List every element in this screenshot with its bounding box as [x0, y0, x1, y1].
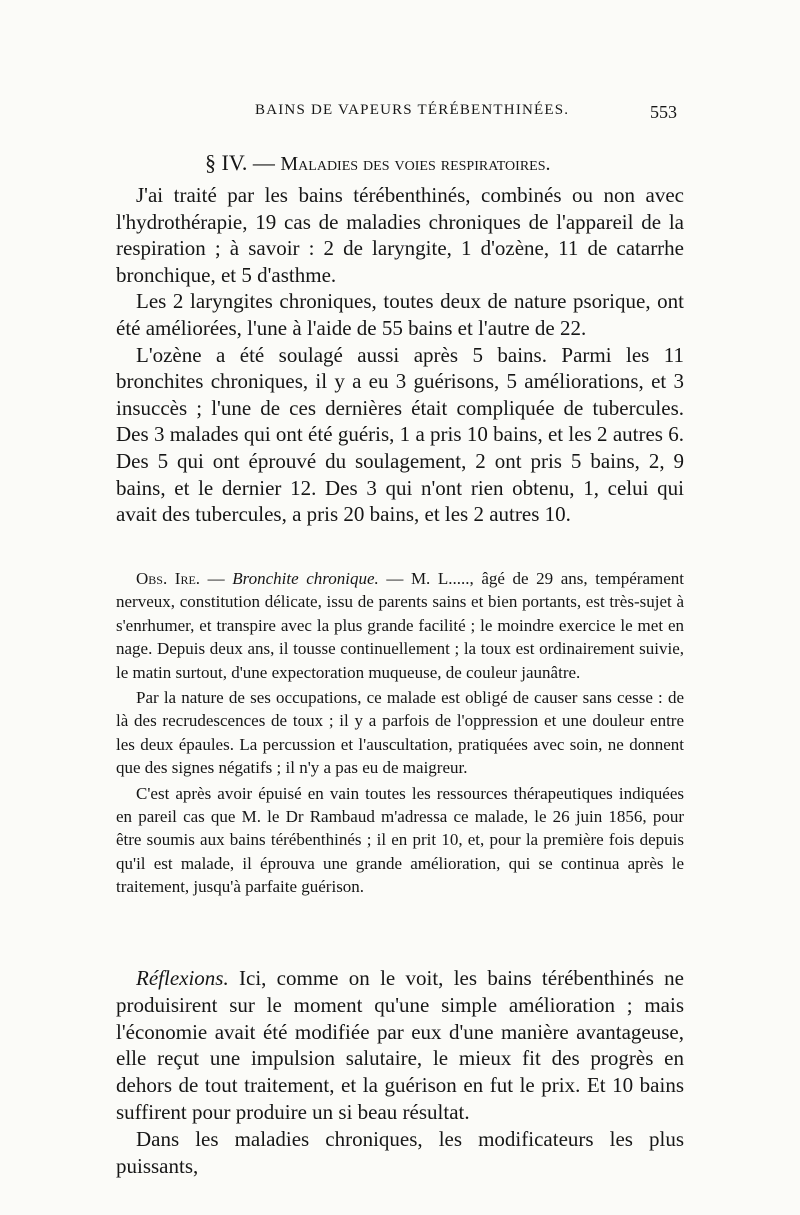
section-heading — [205, 150, 551, 176]
observation-paragraph: C'est après avoir épuisé en vain toutes les ressources thérapeutiques indiquées en pareil cas que M. le Dr Rambaud m'adressa ce malade, le 26 juin 1856, pour être soumis aux bains térébenthinés ; il en prit 10, et, pour la première fois depuis qu'il est malade, il éprouva une grande amélioration, qui se continua après le traitement, jusqu'à parfaite guérison. — [116, 783, 684, 897]
observation-intro: — M. L....., âgé de 29 ans, tempérament nerveux, constitution délicate, issu de parents sains et bien portants, est très-sujet à s'enrhumer, et transpire avec la plus grande facilité ; le moindre exercice le met en nage. Depuis deux ans, il tousse continuellement ; la toux est ordinairement suivie, le matin surtout, d'une expectoration muqueuse, de couleur jaunâtre. — [116, 569, 684, 682]
observation-paragraph — [116, 567, 684, 684]
page-number: 553 — [650, 102, 677, 122]
section-number: § IV. — — [205, 150, 275, 175]
observation-paragraph: Par la nature de ses occupations, ce malade est obligé de causer sans cesse : de là des recrudescences de toux ; il y a parfois de l'oppression et une douleur entre les deux épaules. La percussion et l'auscultation, pratiquées avec soin, ne donnent que des signes négatifs ; il n'y a pas eu de maigreur. — [116, 688, 684, 778]
section-title: Maladies des voies respiratoires. — [280, 153, 551, 175]
paragraph: J'ai traité par les bains térébenthinés, combinés ou non avec l'hydrothérapie, 19 cas de maladies chroniques de l'appareil de la respiration ; à savoir : 2 de laryngite, 1 d'ozène, 11 de catarrhe bronchique, et 5 d'asthme. — [116, 183, 684, 287]
continuation-paragraph: Dans les maladies chroniques, les modificateurs les plus puissants, — [116, 1126, 684, 1178]
body-text — [116, 182, 684, 528]
observation-label: Obs. Ire. — [136, 569, 201, 588]
running-head: BAINS DE VAPEURS TÉRÉBENTHINÉES. — [255, 102, 570, 118]
reflexions-block — [116, 965, 684, 1179]
paragraph: L'ozène a été soulagé aussi après 5 bains. Parmi les 11 bronchites chroniques, il y a eu 3 guérisons, 5 améliorations, et 3 insuccès ; l'une de ces dernières était compliquée de tubercules. Des 3 malades qui ont été guéris, 1 a pris 10 bains, et les 2 autres 6. Des 5 qui ont éprouvé du soulagement, 2 ont pris 5 bains, 2, 9 bains, et le dernier 12. Des 3 qui n'ont rien obtenu, 1, celui qui avait des tubercules, a pris 20 bains, et les 2 autres 10. — [116, 342, 684, 527]
observation-title: Bronchite chronique. — [232, 569, 379, 588]
reflexions-text: Ici, comme on le voit, les bains térébenthinés ne produisirent sur le moment qu'une simple amélioration ; mais l'économie avait été modifiée par eux d'une manière avantageuse, elle reçut une impulsion salutaire, le mieux fit des progrès en dehors de tout traitement, et la guérison en fut le prix. Et 10 bains suffirent pour produire un si beau résultat. — [116, 966, 684, 1124]
paragraph: Les 2 laryngites chroniques, toutes deux de nature psorique, ont été améliorées, l'une à l'aide de 55 bains et l'autre de 22. — [116, 289, 684, 340]
observation-block — [116, 567, 684, 901]
reflexions-paragraph — [116, 965, 684, 1126]
observation-dash: — — [200, 569, 233, 588]
reflexions-label: Réflexions. — [136, 966, 229, 990]
